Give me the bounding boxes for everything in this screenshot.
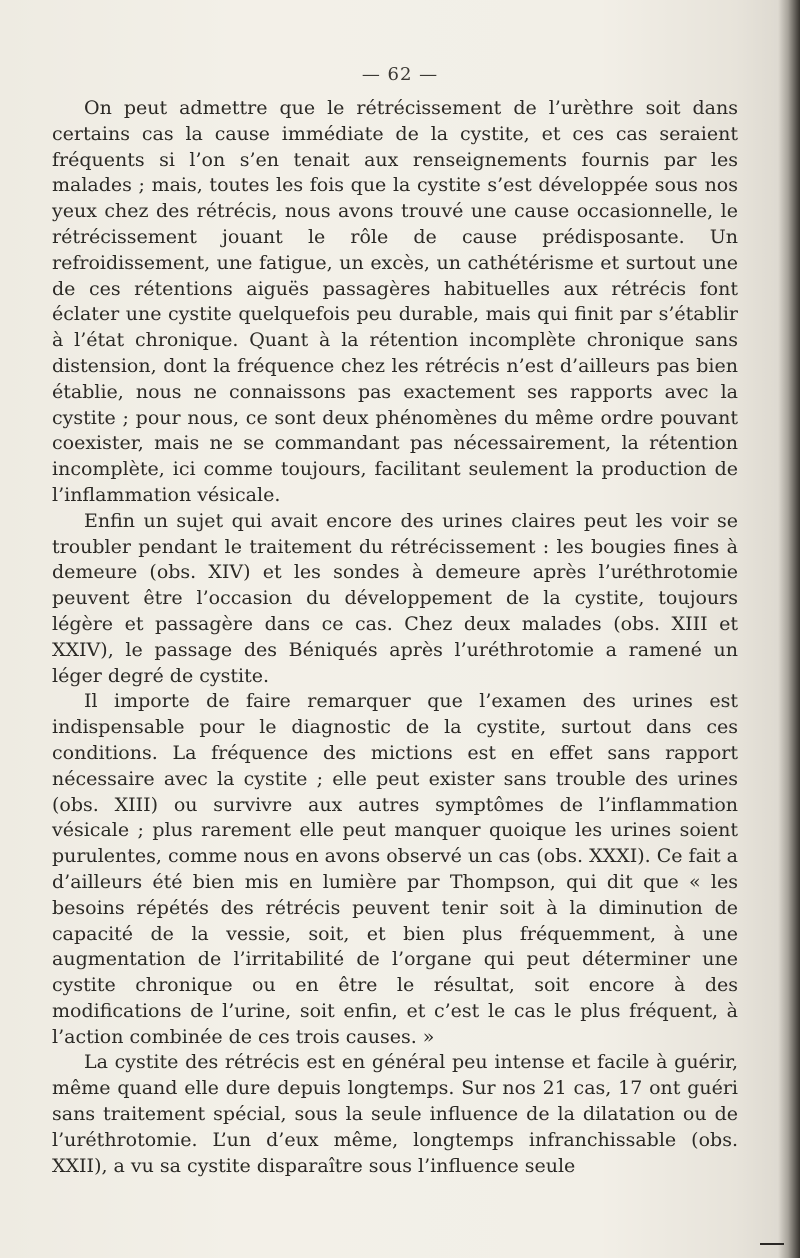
paragraph-4: La cystite des rétrécis est en général peu intense et facile à guérir, même quand elle dure depuis longtemps. Sur nos 21 cas, 17 ont guéri sans traitement spécial, sous la seule influence de la dilatation ou de l’uréthrotomie. L’un d’eux même, longtemps infranchissable (obs. XXII), a vu sa cystite disparaître sous l’influence seule (52, 1051, 738, 1177)
paragraph-1: On peut admettre que le rétrécissement de l’urèthre soit dans certains cas la cause immédiate de la cystite, et ces cas seraient fréquents si l’on s’en tenait aux renseignements fournis par les malades ; mais, toutes les fois que la cystite s’est développée sous nos yeux chez des rétrécis, nous avons trouvé une cause occasionnelle, le rétrécissement jouant le rôle de cause prédisposante. Un refroidissement, une fatigue, un excès, un cathétérisme et surtout une de ces rétentions aiguës passagères habituelles aux rétrécis font éclater une cystite quelquefois peu durable, mais qui finit par s’établir à l’état chronique. Quant à la rétention incomplète chronique sans distension, dont la fréquence chez les rétrécis n’est d’ailleurs pas bien établie, nous ne connaissons pas exactement ses rapports avec la cystite ; pour nous, ce sont deux phénomènes du même ordre pouvant coexister, mais ne se commandant pas nécessairement, la rétention incomplète, ici comme toujours, facilitant seulement la production de l’inflammation vésicale. (52, 97, 738, 506)
page-edge-mark (760, 1243, 784, 1245)
body-text (52, 96, 738, 1179)
book-binding-shadow (778, 0, 800, 1258)
paragraph-3: Il importe de faire remarquer que l’examen des urines est indispensable pour le diagnostic de la cystite, surtout dans ces conditions. La fréquence des mictions est en effet sans rapport nécessaire avec la cystite ; elle peut exister sans trouble des urines (obs. XIII) ou survivre aux autres symptômes de l’inflammation vésicale ; plus rarement elle peut manquer quoique les urines soient purulentes, comme nous en avons observé un cas (obs. XXXI). Ce fait a d’ailleurs été bien mis en lumière par Thompson, qui dit que « les besoins répétés des rétrécis peuvent tenir soit à la diminution de capacité de la vessie, soit, et bien plus fréquemment, à une augmentation de l’irritabilité de l’organe qui peut déterminer une cystite chronique ou en être le résultat, soit encore à des modifications de l’urine, soit enfin, et c’est le cas le plus fréquent, à l’action combinée de ces trois causes. » (52, 690, 738, 1048)
page-number: — 62 — (361, 64, 439, 85)
paragraph-2: Enfin un sujet qui avait encore des urines claires peut les voir se troubler pendant le traitement du rétrécissement : les bougies fines à demeure (obs. XIV) et les sondes à demeure après l’uréthrotomie peuvent être l’occasion du développement de la cystite, toujours légère et passagère dans ce cas. Chez deux malades (obs. XIII et XXIV), le passage des Béniqués après l’uréthrotomie a ramené un léger degré de cystite. (52, 509, 738, 687)
